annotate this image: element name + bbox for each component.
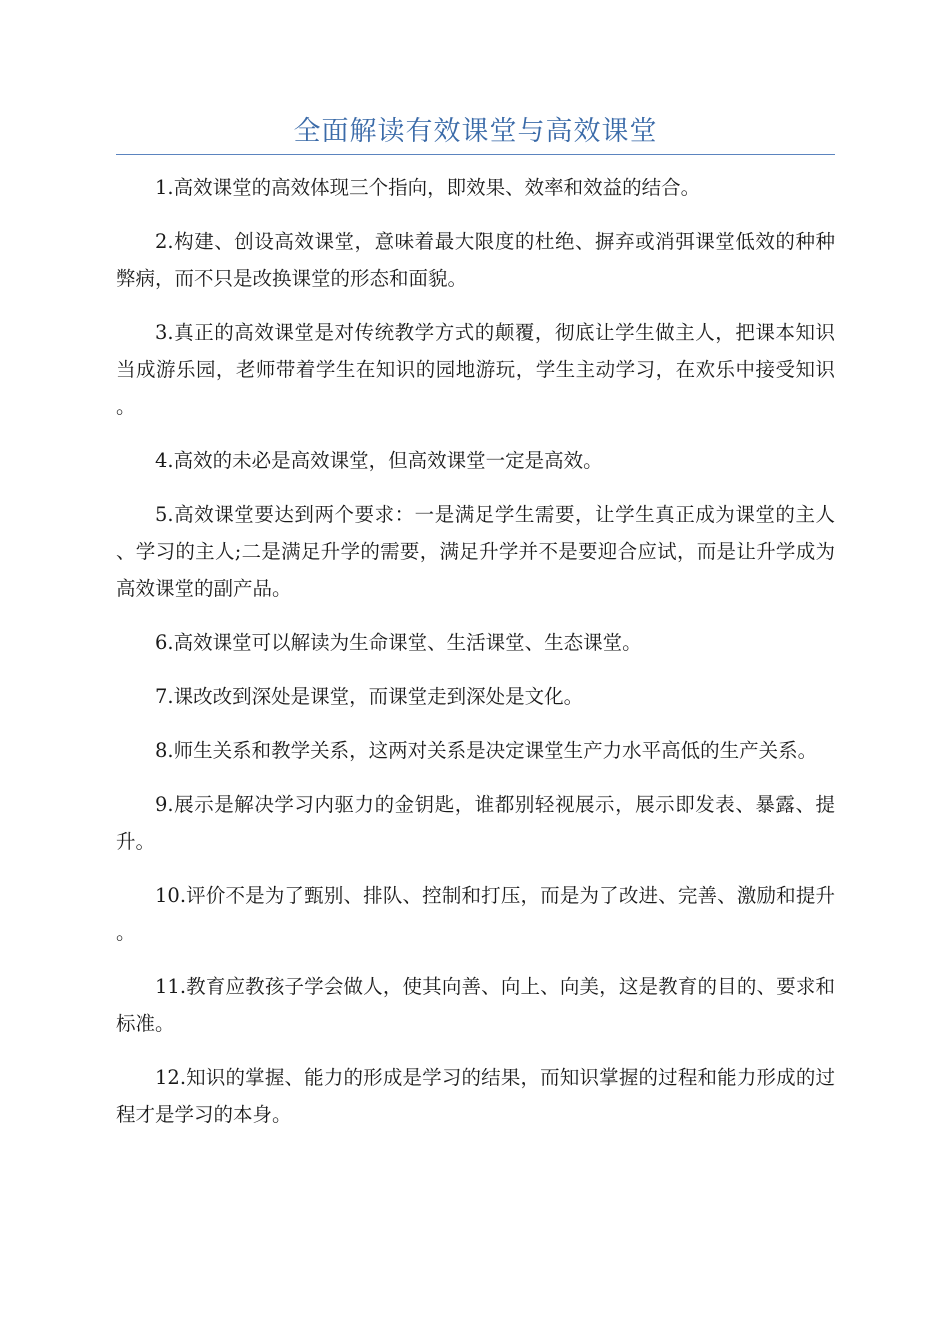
document-body bbox=[116, 169, 835, 1150]
title-underline bbox=[116, 154, 835, 155]
paragraph-6: 6.高效课堂可以解读为生命课堂、生活课堂、生态课堂。 bbox=[155, 631, 642, 654]
paragraph-7: 7.课改改到深处是课堂，而课堂走到深处是文化。 bbox=[155, 685, 584, 708]
document-title: 全面解读有效课堂与高效课堂 bbox=[293, 116, 658, 147]
paragraph-10: 10.评价不是为了甄别、排队、控制和打压，而是为了改进、完善、激励和提升。 bbox=[116, 884, 835, 944]
paragraph-12: 12.知识的掌握、能力的形成是学习的结果，而知识掌握的过程和能力形成的过程才是学习的本身。 bbox=[116, 1066, 835, 1126]
paragraph-11: 11.教育应教孩子学会做人，使其向善、向上、向美，这是教育的目的、要求和标准。 bbox=[116, 975, 835, 1035]
paragraph-2: 2.构建、创设高效课堂，意味着最大限度的杜绝、摒弃或消弭课堂低效的种种弊病，而不只是改换课堂的形态和面貌。 bbox=[116, 230, 835, 290]
paragraph-3: 3.真正的高效课堂是对传统教学方式的颠覆，彻底让学生做主人，把课本知识当成游乐园，老师带着学生在知识的园地游玩，学生主动学习，在欢乐中接受知识。 bbox=[116, 321, 835, 418]
paragraph-9: 9.展示是解决学习内驱力的金钥匙，谁都别轻视展示，展示即发表、暴露、提升。 bbox=[116, 793, 835, 853]
paragraph-4: 4.高效的未必是高效课堂，但高效课堂一定是高效。 bbox=[155, 449, 603, 472]
paragraph-5: 5.高效课堂要达到两个要求：一是满足学生需要，让学生真正成为课堂的主人、学习的主人;二是满足升学的需要，满足升学并不是要迎合应试，而是让升学成为高效课堂的副产品。 bbox=[116, 503, 835, 600]
paragraph-1: 1.高效课堂的高效体现三个指向，即效果、效率和效益的结合。 bbox=[155, 176, 701, 199]
paragraph-8: 8.师生关系和教学关系，这两对关系是决定课堂生产力水平高低的生产关系。 bbox=[155, 739, 818, 762]
